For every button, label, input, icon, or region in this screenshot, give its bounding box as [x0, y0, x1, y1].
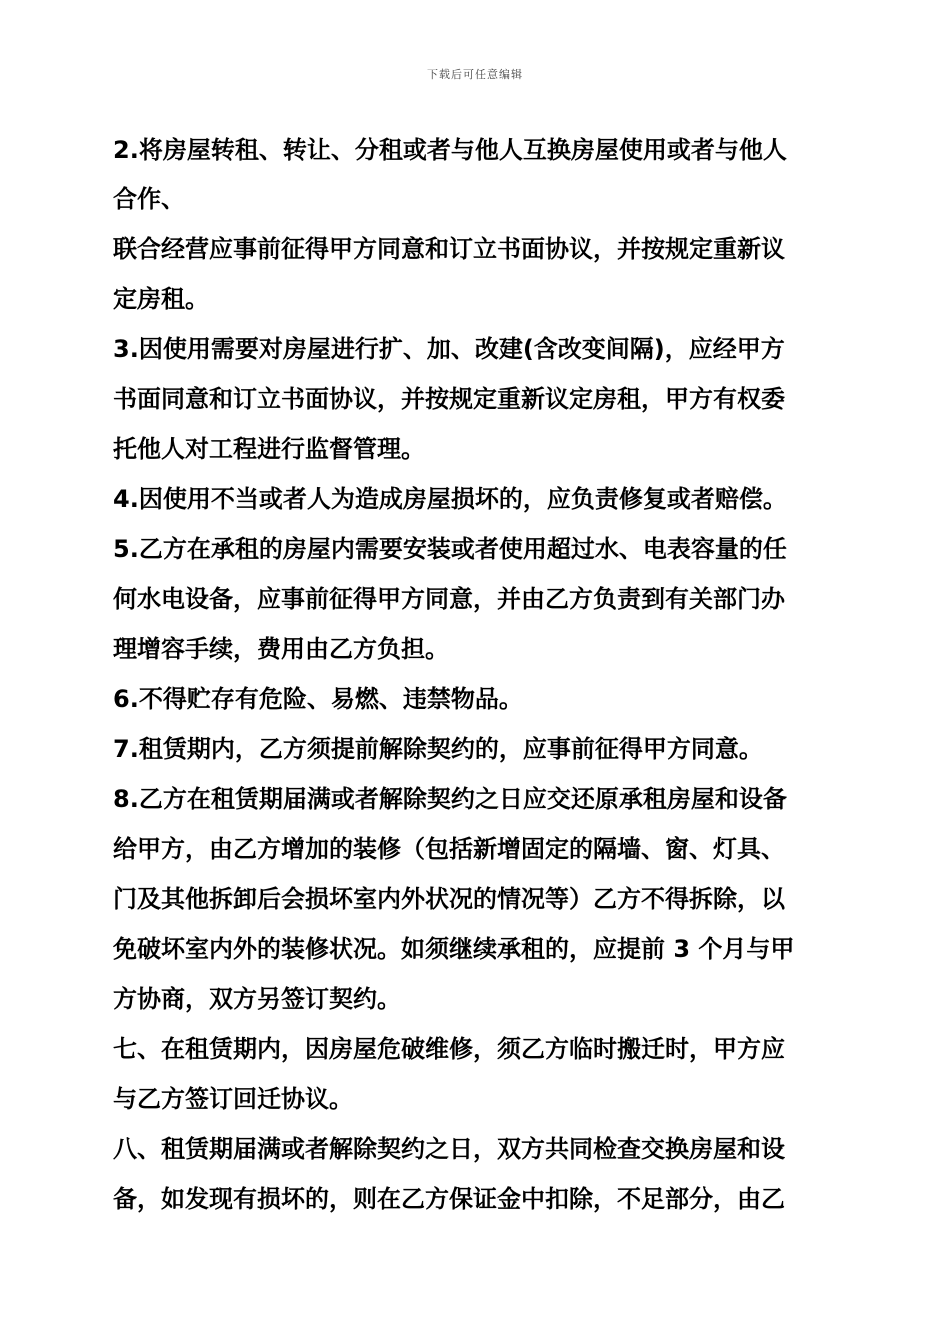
text-line: 与乙方签订回迁协议。: [113, 1085, 353, 1113]
text-line: 7.租赁期内，乙方须提前解除契约的，应事前征得甲方同意。: [113, 735, 763, 763]
document-body: [113, 126, 840, 1224]
text-line: 8.乙方在租赁期届满或者解除契约之日应交还原承租房屋和设备: [113, 785, 787, 813]
text-line: 备，如发现有损坏的，则在乙方保证金中扣除，不足部分，由乙: [113, 1185, 785, 1213]
text-line: 3.因使用需要对房屋进行扩、加、改建(含改变间隔)，应经甲方: [113, 335, 785, 363]
text-line: 5.乙方在承租的房屋内需要安装或者使用超过水、电表容量的任: [113, 535, 787, 563]
text-line: 联合经营应事前征得甲方同意和订立书面协议，并按规定重新议: [113, 235, 785, 263]
text-line: 托他人对工程进行监督管理。: [113, 435, 425, 463]
text-line: 给甲方，由乙方增加的装修（包括新增固定的隔墙、窗、灯具、: [113, 835, 785, 863]
text-line: 何水电设备，应事前征得甲方同意，并由乙方负责到有关部门办: [113, 585, 785, 613]
text-line: 书面同意和订立书面协议，并按规定重新议定房租，甲方有权委: [113, 385, 785, 413]
text-line: 理增容手续，费用由乙方负担。: [113, 635, 449, 663]
text-line: 定房租。: [113, 285, 209, 313]
text-line: 合作、: [113, 185, 185, 213]
text-line: 门及其他拆卸后会损坏室内外状况的情况等）乙方不得拆除，以: [113, 885, 785, 913]
text-line: 6.不得贮存有危险、易燃、违禁物品。: [113, 685, 523, 713]
text-line: 方协商，双方另签订契约。: [113, 985, 401, 1013]
page-header-watermark: 下载后可任意编辑: [427, 68, 523, 81]
text-line: 七、在租赁期内，因房屋危破维修，须乙方临时搬迁时，甲方应: [113, 1035, 785, 1063]
text-line: 八、租赁期届满或者解除契约之日，双方共同检查交换房屋和设: [113, 1135, 785, 1163]
text-line: 免破坏室内外的装修状况。如须继续承租的，应提前 3 个月与甲: [113, 935, 795, 963]
text-line: 4.因使用不当或者人为造成房屋损坏的，应负责修复或者赔偿。: [113, 485, 787, 513]
text-line: 2.将房屋转租、转让、分租或者与他人互换房屋使用或者与他人: [113, 136, 787, 164]
